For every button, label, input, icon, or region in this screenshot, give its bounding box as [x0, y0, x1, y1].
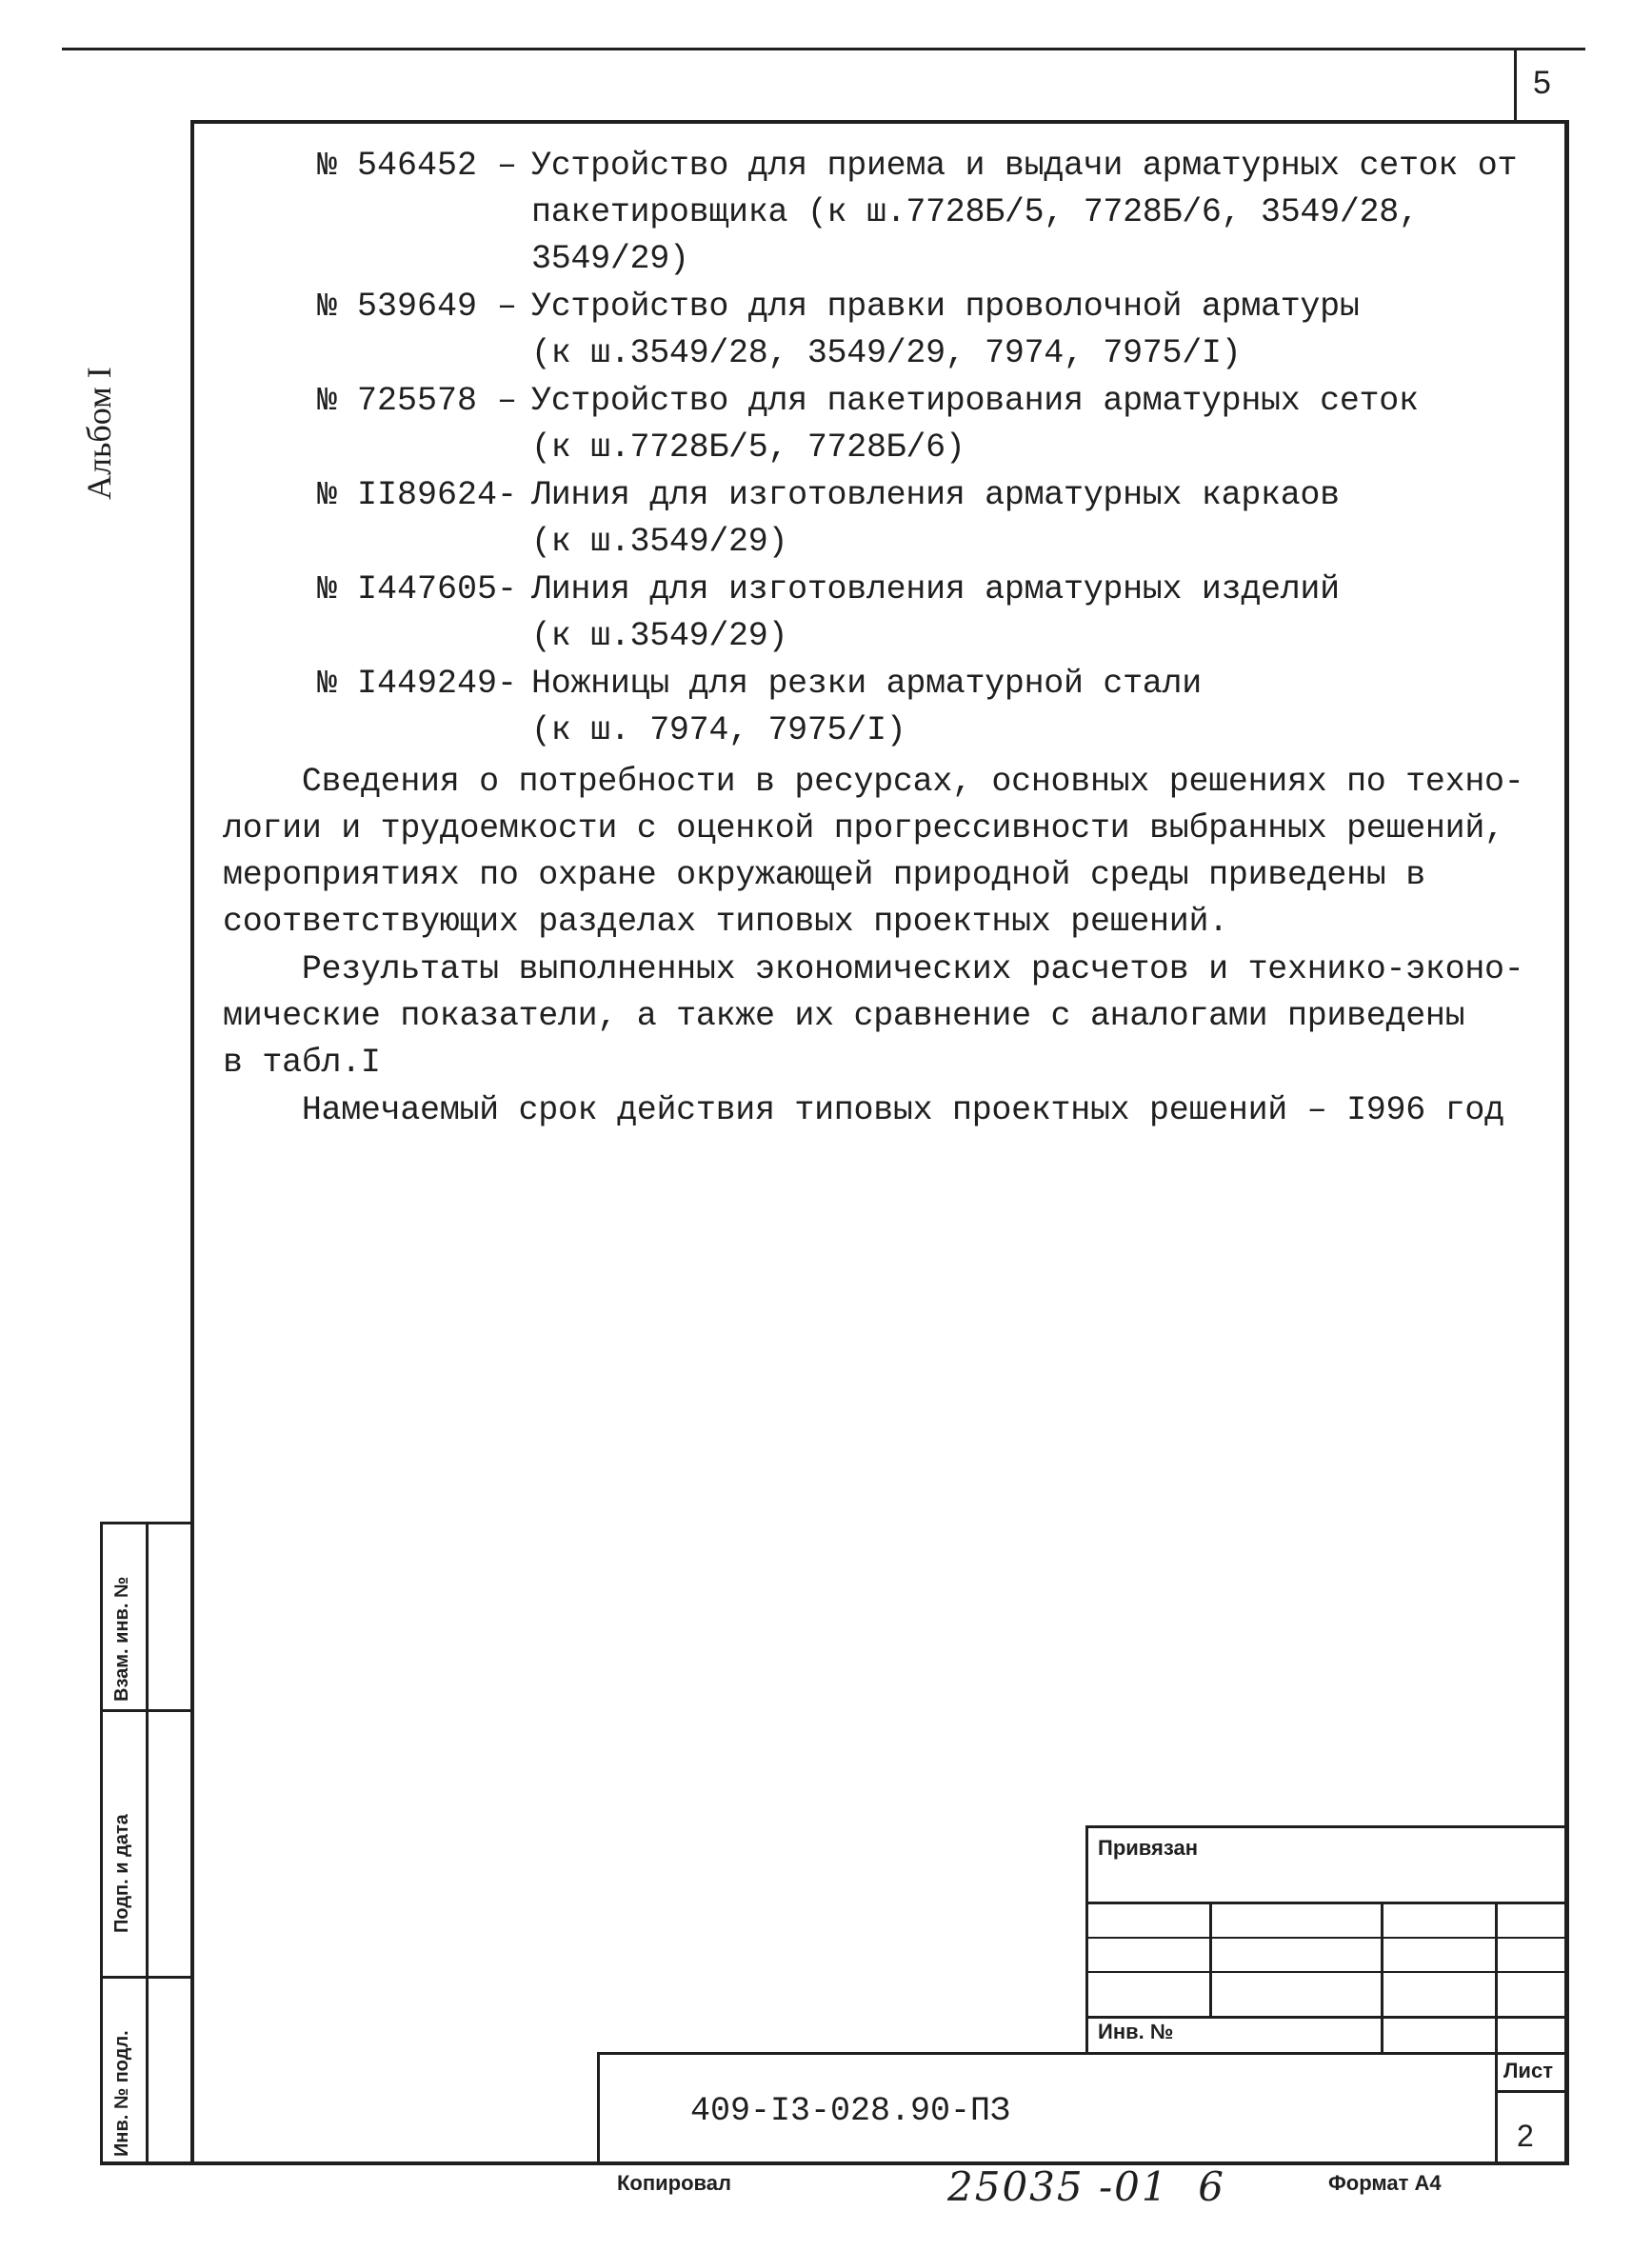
- binding-col1: [1209, 1902, 1212, 2016]
- patent-number: № 546452 –: [317, 147, 518, 185]
- copied-label: Копировал: [617, 2171, 732, 2195]
- document-code: 409-I3-028.90-ПЗ: [690, 2092, 1011, 2130]
- page-number: 5: [1533, 65, 1551, 101]
- title-list-col: [1495, 2052, 1498, 2164]
- side-stamp-row2: [100, 1976, 193, 1979]
- patent-text: (к ш.7728Б/5, 7728Б/6): [531, 428, 965, 467]
- patent-number: № 539649 –: [317, 288, 518, 326]
- frame-top: [190, 120, 1566, 124]
- patent-text: (к ш. 7974, 7975/I): [531, 711, 906, 749]
- paragraph-line: логии и трудоемкости с оценкой прогрессивности выбранных решений,: [223, 809, 1504, 847]
- patent-text: Устройство для пакетирования арматурных сеток: [531, 382, 1419, 420]
- title-left: [597, 2052, 600, 2164]
- paragraph-line: мероприятиях по охране окружающей природной среды приведены в: [223, 856, 1425, 894]
- album-label: Альбом I: [80, 367, 118, 500]
- sheet-label: Лист: [1503, 2059, 1553, 2082]
- patent-text: Устройство для правки проволочной арматуры: [531, 288, 1360, 326]
- sheet-number: 2: [1517, 2119, 1534, 2153]
- paragraph-line: Намечаемый срок действия типовых проектных решений – I996 год: [223, 1091, 1504, 1129]
- patent-text: Линия для изготовления арматурных каркаов: [531, 476, 1340, 514]
- patent-text: Линия для изготовления арматурных изделий: [531, 570, 1340, 608]
- format-label: Формат А4: [1328, 2171, 1442, 2195]
- binding-top: [1085, 1825, 1566, 1828]
- title-top: [597, 2052, 1566, 2055]
- patent-number: № I449249-: [317, 665, 518, 703]
- side-stamp-divider: [146, 1522, 149, 2165]
- side-stamp-inv: Инв. № подл.: [111, 2030, 132, 2157]
- patent-text: пакетировщика (к ш.7728Б/5, 7728Б/6, 3549/28,: [531, 193, 1419, 231]
- patent-number: № II89624-: [317, 476, 518, 514]
- paragraph-line: Результаты выполненных экономических расчетов и технико-эконо-: [223, 950, 1524, 988]
- paragraph-line: в табл.I: [223, 1044, 381, 1082]
- patent-text: (к ш.3549/28, 3549/29, 7974, 7975/I): [531, 334, 1242, 372]
- patent-text: Устройство для приема и выдачи арматурных сеток от: [531, 147, 1518, 185]
- binding-col3: [1495, 1902, 1498, 2054]
- order-number: 25035 -01 6: [947, 2163, 1226, 2210]
- side-stamp-podp: Подп. и дата: [111, 1814, 132, 1933]
- frame-left: [190, 120, 194, 2165]
- page-number-box-left: [1514, 48, 1517, 122]
- title-list-row: [1495, 2090, 1566, 2093]
- inv-no-label: Инв. №: [1098, 2020, 1174, 2043]
- paragraph-line: мические показатели, а также их сравнение с аналогами приведены: [223, 997, 1465, 1035]
- frame-bottom: [103, 2161, 1569, 2165]
- patent-text: (к ш.3549/29): [531, 523, 788, 561]
- patent-number: № I447605-: [317, 570, 518, 608]
- top-rule: [62, 48, 1585, 50]
- patent-text: Ножницы для резки арматурной стали: [531, 665, 1202, 703]
- paragraph-line: соответствующих разделах типовых проектных решений.: [223, 903, 1228, 941]
- patent-text: 3549/29): [531, 240, 689, 278]
- binding-col2: [1381, 1902, 1383, 2054]
- frame-right: [1564, 120, 1569, 2165]
- side-stamp-outer-left: [100, 1522, 103, 2165]
- side-stamp-vzam: Взам. инв. №: [111, 1576, 132, 1702]
- patent-number: № 725578 –: [317, 382, 518, 420]
- patent-text: (к ш.3549/29): [531, 617, 788, 655]
- side-stamp-row1: [100, 1709, 193, 1712]
- side-stamp-top: [100, 1522, 193, 1524]
- binding-left: [1085, 1825, 1088, 2054]
- binding-label: Привязан: [1098, 1836, 1199, 1860]
- paragraph-line: Сведения о потребности в ресурсах, основных решениях по техно-: [223, 763, 1524, 801]
